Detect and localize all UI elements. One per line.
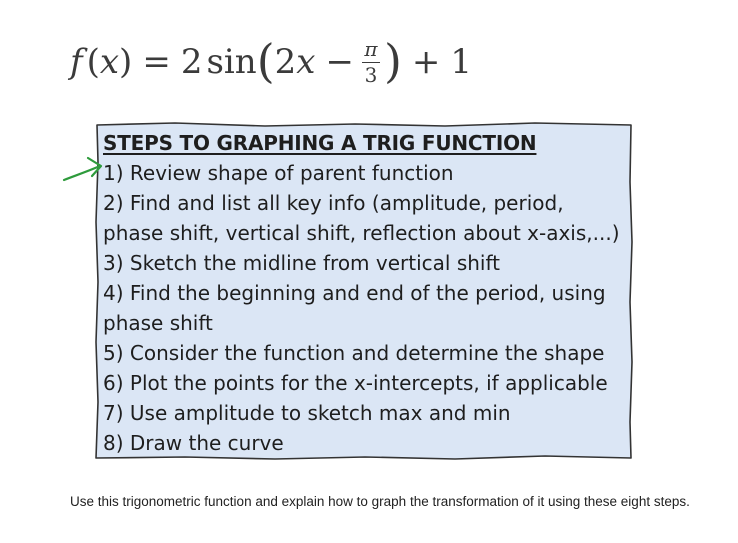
arrow-right-icon bbox=[62, 152, 106, 188]
trig-function-name: sin bbox=[206, 42, 257, 82]
equals-sign: = bbox=[142, 42, 171, 82]
minus-sign: − bbox=[325, 42, 354, 82]
step-line: phase shift bbox=[103, 311, 213, 335]
big-close-paren: ) bbox=[383, 34, 402, 88]
plus-sign: + bbox=[411, 42, 441, 82]
step-line: 2) Find and list all key info (amplitude, period, bbox=[103, 191, 564, 215]
steps-content bbox=[103, 128, 623, 458]
function-equation bbox=[70, 30, 472, 94]
step-line: phase shift, vertical shift, reflection about x-axis,...) bbox=[103, 221, 620, 245]
big-open-paren: ( bbox=[256, 34, 275, 88]
function-name: f bbox=[70, 42, 83, 82]
amplitude-value: 2 bbox=[180, 42, 203, 82]
phase-fraction bbox=[362, 39, 380, 85]
steps-card bbox=[95, 122, 633, 460]
steps-title: STEPS TO GRAPHING A TRIG FUNCTION bbox=[103, 131, 537, 155]
instruction-text: Use this trigonometric function and explain how to graph the transformation of it using these eight steps. bbox=[70, 494, 690, 509]
fraction-denominator: 3 bbox=[364, 63, 378, 87]
close-paren: ) bbox=[119, 42, 133, 82]
vertical-shift-constant: 1 bbox=[450, 42, 473, 82]
open-paren: ( bbox=[86, 42, 100, 82]
inner-variable: x bbox=[296, 42, 316, 82]
function-variable: x bbox=[99, 42, 120, 82]
step-line: 7) Use amplitude to sketch max and min bbox=[103, 401, 511, 425]
fraction-numerator: π bbox=[364, 37, 378, 61]
inner-coefficient: 2 bbox=[274, 42, 297, 82]
step-line: 8) Draw the curve bbox=[103, 431, 284, 455]
step-line: 1) Review shape of parent function bbox=[103, 161, 454, 185]
step-line: 4) Find the beginning and end of the period, using bbox=[103, 281, 606, 305]
step-line: 5) Consider the function and determine the shape bbox=[103, 341, 605, 365]
step-line: 6) Plot the points for the x-intercepts, if applicable bbox=[103, 371, 608, 395]
steps-list bbox=[103, 158, 623, 458]
step-line: 3) Sketch the midline from vertical shift bbox=[103, 251, 501, 275]
